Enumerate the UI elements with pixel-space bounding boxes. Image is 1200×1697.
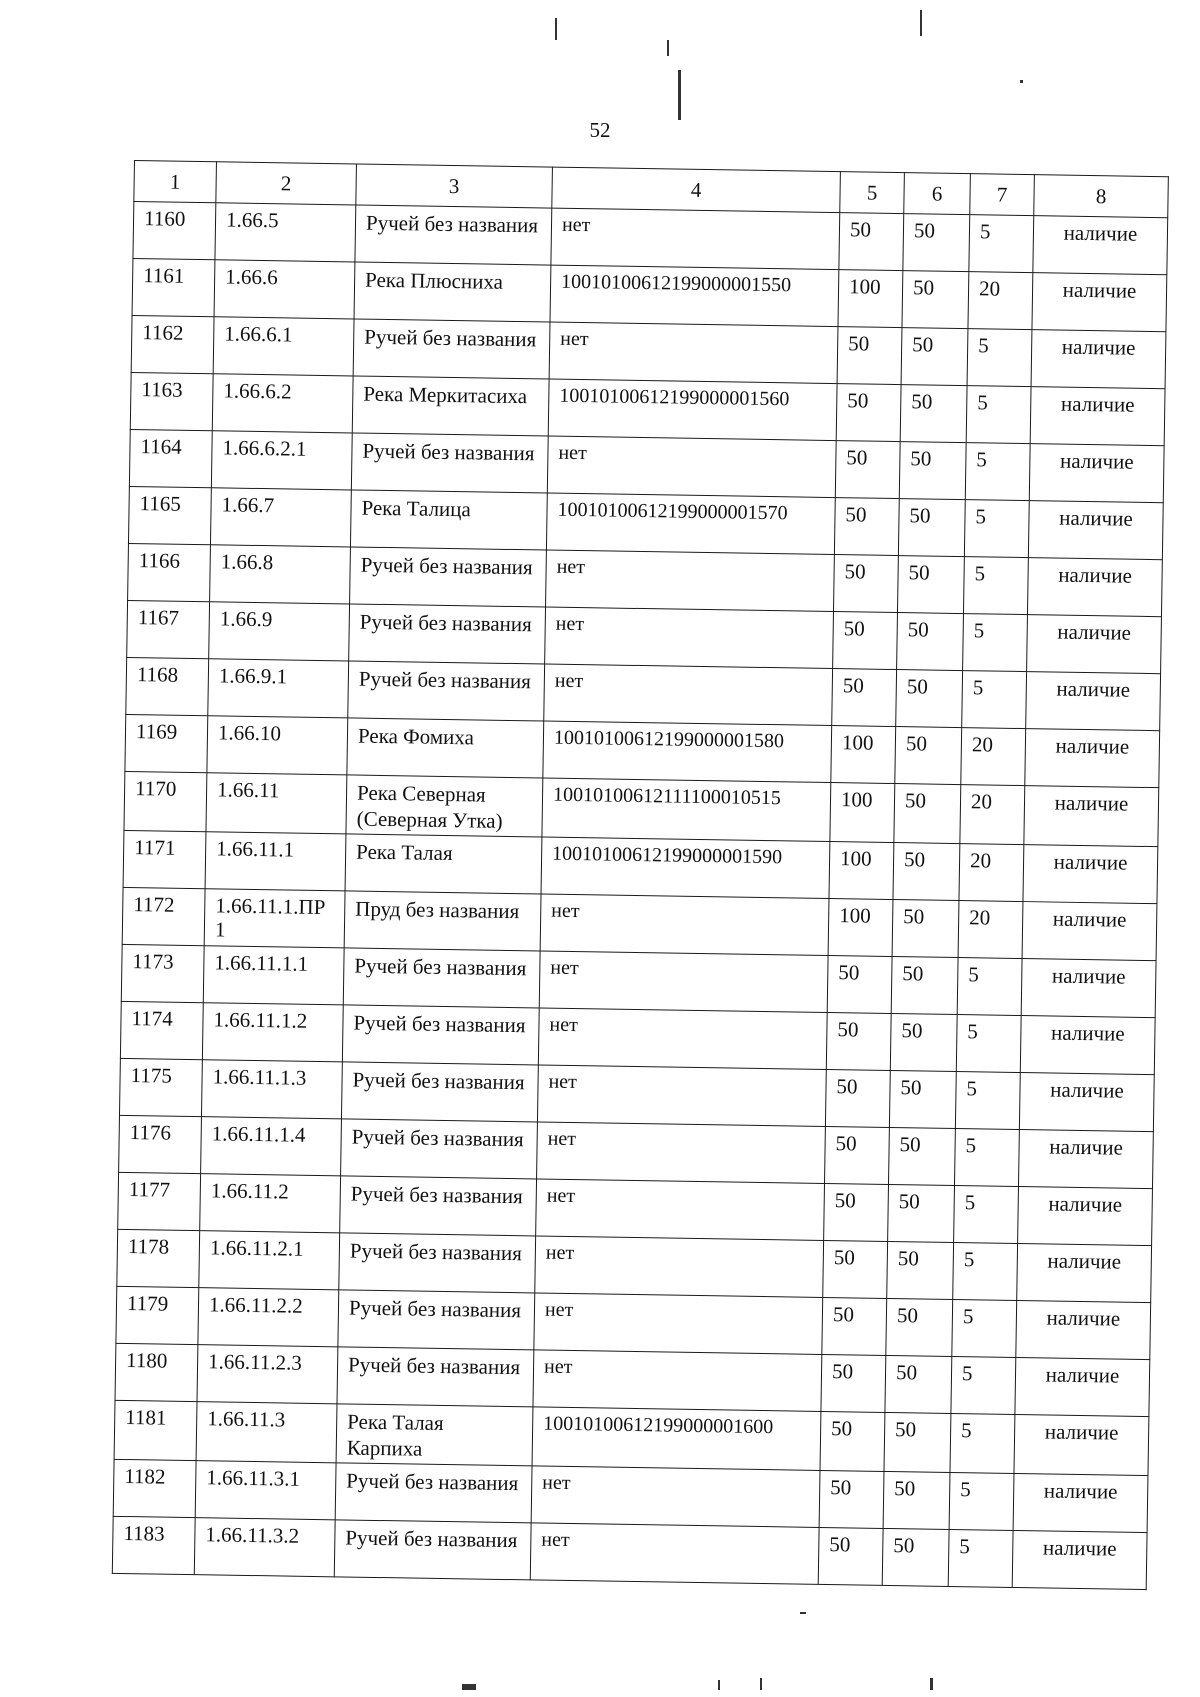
row-number: 1178 [117, 1229, 200, 1287]
value-col-6: 50 [899, 442, 966, 500]
row-number: 1181 [114, 1400, 197, 1460]
value-col-5: 100 [831, 726, 896, 784]
value-col-7: 5 [950, 1413, 1015, 1473]
object-name: Река Фомиха [347, 718, 544, 778]
value-col-7: 5 [965, 443, 1030, 501]
value-col-7: 5 [964, 500, 1029, 558]
row-number: 1172 [122, 887, 205, 945]
status-cell: наличие [1022, 902, 1157, 961]
value-col-6: 50 [885, 1355, 952, 1413]
value-col-7: 5 [956, 1015, 1021, 1073]
value-col-6: 50 [901, 328, 968, 386]
status-cell: наличие [1012, 1530, 1147, 1589]
value-col-6: 50 [886, 1298, 953, 1356]
header-col-3: 3 [356, 164, 553, 208]
object-name: Ручей без названия [349, 604, 546, 664]
object-code: 1.66.11.1.4 [201, 1117, 342, 1176]
scan-artifact-bottom-1 [462, 1684, 476, 1690]
scan-artifact-bottom-2 [718, 1680, 720, 1690]
row-number: 1179 [116, 1286, 199, 1344]
row-number: 1161 [132, 258, 215, 316]
object-code: 1.66.11.1.1 [203, 946, 344, 1005]
object-name: Ручей без названия [338, 1290, 535, 1350]
object-code: 1.66.6.2.1 [211, 431, 352, 490]
row-number: 1165 [128, 486, 211, 544]
value-col-5: 50 [826, 1012, 891, 1070]
object-name: Ручей без названия [351, 433, 548, 493]
row-number: 1174 [120, 1001, 203, 1059]
value-col-6: 50 [883, 1471, 950, 1529]
header-col-1: 1 [134, 161, 217, 203]
object-name: Ручей без названия [350, 547, 547, 607]
status-cell: наличие [1023, 845, 1158, 904]
value-col-6: 50 [895, 727, 962, 785]
object-code: 1.66.5 [215, 203, 356, 262]
registry-code: нет [530, 1523, 819, 1585]
value-col-5: 50 [833, 555, 898, 613]
scan-artifact-bottom-5 [800, 1612, 806, 1614]
page-number: 52 [589, 118, 611, 142]
object-code: 1.66.11 [206, 773, 347, 834]
object-code: 1.66.11.2.1 [199, 1231, 340, 1290]
value-col-7: 5 [967, 329, 1032, 387]
registry-code: 10010100612199000001550 [550, 265, 839, 327]
value-col-5: 50 [819, 1470, 884, 1528]
registry-code: нет [551, 208, 840, 270]
object-code: 1.66.10 [207, 716, 348, 775]
value-col-7: 5 [966, 386, 1031, 444]
status-cell: наличие [1033, 216, 1168, 275]
object-code: 1.66.6.1 [213, 317, 354, 376]
status-cell: наличие [1025, 729, 1160, 788]
value-col-7: 20 [968, 272, 1033, 330]
object-name: Ручей без названия [341, 1062, 538, 1122]
row-number: 1170 [124, 771, 207, 831]
value-col-7: 5 [969, 215, 1034, 273]
value-col-5: 50 [827, 956, 892, 1014]
object-name: Ручей без названия [334, 1520, 531, 1580]
row-number: 1183 [112, 1516, 195, 1574]
value-col-6: 50 [896, 670, 963, 728]
value-col-5: 50 [825, 1126, 890, 1184]
value-col-5: 100 [828, 899, 893, 957]
object-code: 1.66.9.1 [208, 659, 349, 718]
table-container [112, 160, 1168, 1590]
status-cell: наличие [1030, 387, 1165, 446]
row-number: 1166 [128, 543, 211, 601]
registry-code: нет [549, 322, 838, 384]
status-cell: наличие [1018, 1130, 1153, 1189]
value-col-6: 50 [884, 1412, 951, 1472]
status-cell: наличие [1026, 672, 1161, 731]
value-col-5: 50 [833, 612, 898, 670]
row-number: 1171 [123, 830, 206, 888]
value-col-5: 100 [838, 270, 903, 328]
value-col-5: 100 [829, 842, 894, 900]
object-code: 1.66.11.2.2 [198, 1288, 339, 1347]
object-name: Ручей без названия [341, 1119, 538, 1179]
object-name: Река Северная (Северная Утка) [346, 775, 543, 837]
value-col-7: 5 [963, 557, 1028, 615]
value-col-6: 50 [888, 1184, 955, 1242]
row-number: 1164 [129, 429, 212, 487]
value-col-5: 50 [821, 1354, 886, 1412]
object-code: 1.66.11.1.2 [202, 1003, 343, 1062]
value-col-5: 50 [818, 1527, 883, 1585]
row-number: 1180 [115, 1343, 198, 1401]
object-code: 1.66.6 [214, 260, 355, 319]
object-code: 1.66.9 [209, 602, 350, 661]
object-code: 1.66.11.2 [200, 1174, 341, 1233]
object-name: Пруд без названия [344, 891, 541, 951]
object-name: Ручей без названия [339, 1233, 536, 1293]
registry-code: нет [533, 1350, 822, 1412]
header-col-6: 6 [904, 173, 971, 215]
value-col-6: 50 [892, 900, 959, 958]
row-number: 1160 [133, 202, 216, 260]
registry-code: нет [534, 1293, 823, 1355]
value-col-5: 50 [836, 384, 901, 442]
registry-code: 10010100612199000001600 [532, 1407, 821, 1471]
registry-code: 10010100612111100010515 [542, 778, 831, 842]
object-code: 1.66.11.1 [205, 832, 346, 891]
value-col-7: 5 [953, 1243, 1018, 1301]
value-col-5: 50 [820, 1411, 885, 1471]
object-code: 1.66.11.3 [196, 1402, 337, 1463]
row-number: 1167 [127, 600, 210, 658]
value-col-5: 50 [834, 498, 899, 556]
scan-artifact-top-3 [678, 70, 681, 120]
row-number: 1162 [131, 315, 214, 373]
registry-code: 10010100612199000001560 [548, 379, 837, 441]
status-cell: наличие [1028, 501, 1163, 560]
water-objects-table [112, 160, 1169, 1590]
value-col-5: 50 [824, 1183, 889, 1241]
registry-code: нет [536, 1179, 825, 1241]
status-cell: наличие [1016, 1301, 1151, 1360]
scan-artifact-top-5 [1020, 80, 1023, 83]
value-col-5: 50 [822, 1297, 887, 1355]
value-col-5: 50 [835, 441, 900, 499]
value-col-5: 50 [825, 1069, 890, 1127]
status-cell: наличие [1027, 558, 1162, 617]
value-col-6: 50 [890, 1013, 957, 1071]
registry-code: нет [535, 1236, 824, 1298]
header-col-4: 4 [552, 167, 841, 213]
value-col-7: 5 [955, 1072, 1020, 1130]
scan-artifact-bottom-3 [760, 1678, 762, 1690]
value-col-6: 50 [894, 784, 961, 844]
status-cell: наличие [1024, 786, 1159, 847]
scan-artifact-top-2 [667, 40, 669, 56]
status-cell: наличие [1014, 1414, 1149, 1475]
row-number: 1168 [126, 657, 209, 715]
registry-code: нет [544, 664, 833, 726]
value-col-6: 50 [893, 843, 960, 901]
header-col-5: 5 [840, 172, 905, 214]
value-col-7: 5 [954, 1186, 1019, 1244]
object-code: 1.66.11.3.1 [195, 1461, 336, 1520]
object-name: Ручей без названия [340, 1176, 537, 1236]
object-name: Ручей без названия [342, 1005, 539, 1065]
value-col-7: 5 [949, 1472, 1014, 1530]
value-col-6: 50 [891, 957, 958, 1015]
object-code: 1.66.11.3.2 [194, 1518, 335, 1577]
registry-code: нет [545, 607, 834, 669]
scan-artifact-top-4 [920, 10, 922, 36]
value-col-6: 50 [903, 214, 970, 272]
value-col-7: 5 [952, 1300, 1017, 1358]
status-cell: наличие [1015, 1357, 1150, 1416]
object-name: Река Плюсниха [354, 262, 551, 322]
value-col-6: 50 [897, 556, 964, 614]
object-code: 1.66.11.1.ПР1 [204, 889, 345, 948]
header-col-8: 8 [1034, 175, 1169, 218]
value-col-5: 50 [832, 669, 897, 727]
status-cell: наличие [1027, 615, 1162, 674]
registry-code: 10010100612199000001590 [541, 837, 830, 899]
value-col-5: 50 [839, 213, 904, 271]
value-col-7: 5 [948, 1529, 1013, 1587]
value-col-6: 50 [902, 271, 969, 329]
value-col-7: 5 [957, 958, 1022, 1016]
scan-artifact-bottom-4 [930, 1678, 933, 1690]
registry-code: нет [540, 894, 829, 956]
value-col-6: 50 [889, 1070, 956, 1128]
object-name: Ручей без названия [355, 205, 552, 265]
value-col-7: 20 [960, 785, 1025, 845]
header-col-2: 2 [216, 162, 357, 205]
registry-code: нет [546, 550, 835, 612]
scan-artifact-top-1 [555, 18, 557, 40]
row-number: 1173 [121, 944, 204, 1002]
object-code: 1.66.11.2.3 [197, 1345, 338, 1404]
row-number: 1176 [119, 1115, 202, 1173]
value-col-7: 5 [962, 671, 1027, 729]
registry-code: нет [539, 951, 828, 1013]
status-cell: наличие [1031, 330, 1166, 389]
row-number: 1177 [118, 1172, 201, 1230]
value-col-6: 50 [898, 499, 965, 557]
object-code: 1.66.7 [210, 488, 351, 547]
registry-code: нет [538, 1008, 827, 1070]
row-number: 1175 [119, 1058, 202, 1116]
value-col-5: 50 [823, 1240, 888, 1298]
object-code: 1.66.6.2 [212, 374, 353, 433]
object-name: Река Талица [350, 490, 547, 550]
status-cell: наличие [1032, 273, 1167, 332]
registry-code: 10010100612199000001580 [543, 721, 832, 783]
object-name: Река Меркитасиха [352, 376, 549, 436]
status-cell: наличие [1017, 1244, 1152, 1303]
registry-code: нет [537, 1065, 826, 1127]
value-col-7: 20 [959, 844, 1024, 902]
header-col-7: 7 [970, 174, 1035, 216]
value-col-6: 50 [897, 613, 964, 671]
value-col-7: 5 [963, 614, 1028, 672]
value-col-5: 100 [830, 783, 895, 843]
object-name: Река Талая Карпиха [336, 1404, 533, 1466]
status-cell: наличие [1019, 1073, 1154, 1132]
value-col-6: 50 [882, 1528, 949, 1586]
value-col-6: 50 [900, 385, 967, 443]
status-cell: наличие [1020, 1016, 1155, 1075]
registry-code: 10010100612199000001570 [546, 493, 835, 555]
object-code: 1.66.8 [210, 545, 351, 604]
value-col-7: 5 [951, 1356, 1016, 1414]
object-name: Ручей без названия [335, 1463, 532, 1523]
object-name: Ручей без названия [353, 319, 550, 379]
object-name: Ручей без названия [348, 661, 545, 721]
row-number: 1163 [130, 372, 213, 430]
value-col-7: 20 [961, 728, 1026, 786]
row-number: 1169 [125, 714, 208, 772]
object-name: Ручей без названия [343, 948, 540, 1008]
value-col-6: 50 [887, 1241, 954, 1299]
registry-code: нет [547, 436, 836, 498]
status-cell: наличие [1018, 1187, 1153, 1246]
status-cell: наличие [1029, 444, 1164, 503]
object-name: Ручей без названия [337, 1347, 534, 1407]
object-name: Река Талая [345, 834, 542, 894]
row-number: 1182 [113, 1459, 196, 1517]
object-code: 1.66.11.1.3 [201, 1060, 342, 1119]
value-col-7: 20 [958, 901, 1023, 959]
value-col-5: 50 [837, 327, 902, 385]
value-col-6: 50 [889, 1127, 956, 1185]
status-cell: наличие [1013, 1473, 1148, 1532]
registry-code: нет [537, 1122, 826, 1184]
registry-code: нет [531, 1466, 820, 1528]
table-body [112, 202, 1167, 1590]
status-cell: наличие [1021, 959, 1156, 1018]
value-col-7: 5 [954, 1129, 1019, 1187]
